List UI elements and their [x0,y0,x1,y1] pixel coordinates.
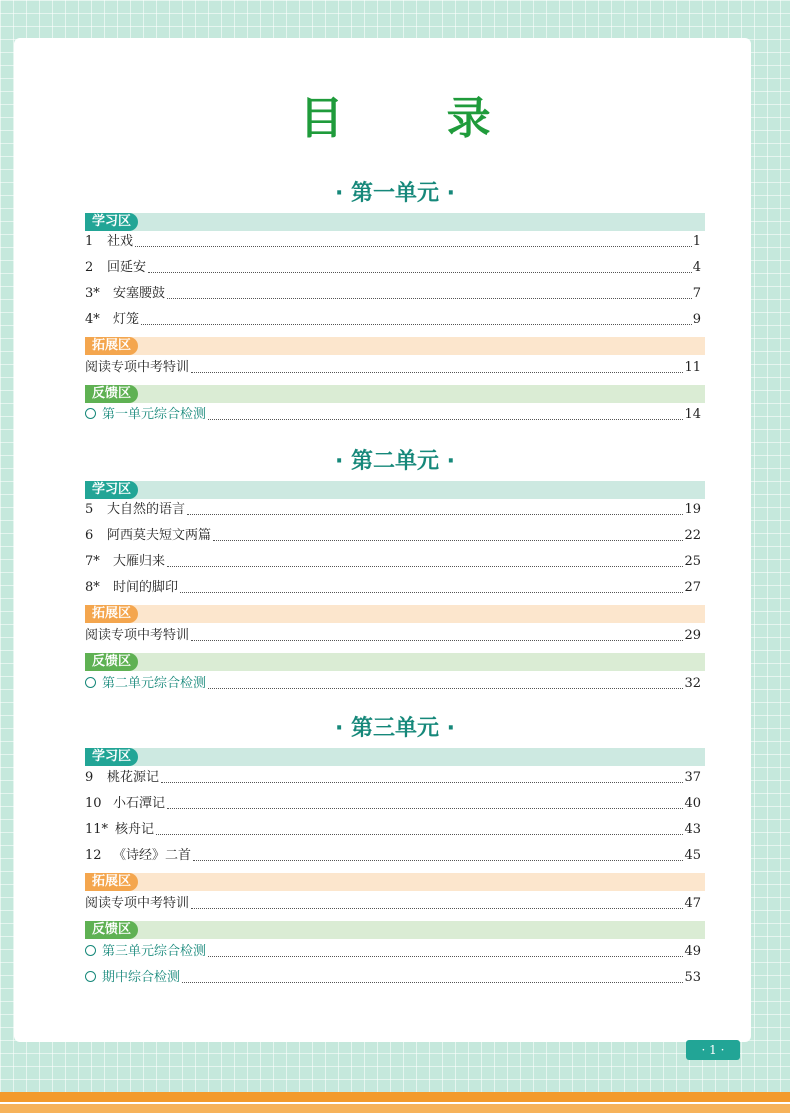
page-title: 目 录 [299,93,535,144]
entry-page-number: 9 [692,312,701,327]
entry-page-number: 45 [684,848,701,863]
entry-page-number: 11 [684,360,701,375]
entry-page-number: 27 [684,580,701,595]
entry-title: 安塞腰鼓 [113,286,166,301]
circle-icon [85,945,96,956]
entry-title-text: 第三单元综合检测 [102,944,207,959]
toc-entry[interactable] [85,578,701,598]
dot-leader [141,323,692,325]
entry-title: 桃花源记 [107,770,160,785]
test-entry[interactable] [85,405,701,425]
entry-title: 社戏 [107,234,134,249]
entry-page-number: 40 [684,796,701,811]
feedback-zone-bar-label: 反馈区 [85,385,138,403]
entry-page-number: 29 [684,628,701,643]
toc-entry[interactable] [85,358,701,378]
circle-icon [85,971,96,982]
entry-number: 4* [85,312,100,327]
test-entry[interactable] [85,674,701,694]
entry-title: 灯笼 [113,312,140,327]
test-entry[interactable] [85,942,701,962]
unit-heading: · 第一单元 · [334,181,456,206]
toc-entry[interactable] [85,500,701,520]
entry-page-number: 37 [684,770,701,785]
unit-heading: · 第三单元 · [334,716,456,741]
study-zone-bar-label: 学习区 [85,481,138,499]
feedback-zone-bar [85,921,705,939]
entry-title: 核舟记 [115,822,155,837]
toc-entry[interactable] [85,232,701,252]
entry-title [85,405,206,425]
toc-entry[interactable] [85,846,701,866]
circle-icon [85,408,96,419]
dot-leader [167,807,683,809]
entry-page-number: 49 [684,944,701,959]
entry-number: 12 [85,848,102,863]
entry-page-number: 7 [692,286,701,301]
toc-entry[interactable] [85,626,701,646]
entry-page-number: 22 [684,528,701,543]
circle-icon [85,677,96,688]
entry-page-number: 25 [684,554,701,569]
dot-leader [208,418,683,420]
toc-entry[interactable] [85,820,701,840]
entry-number: 9 [85,770,94,785]
entry-title: 回延安 [107,260,147,275]
dot-leader [191,371,683,373]
study-zone-bar-label: 学习区 [85,748,138,766]
unit-heading: · 第二单元 · [334,449,456,474]
entry-page-number: 19 [684,502,701,517]
study-zone-bar-label: 学习区 [85,213,138,231]
extend-zone-bar-label: 拓展区 [85,873,138,891]
entry-title: 《诗经》二首 [113,848,192,863]
extend-zone-bar [85,337,705,355]
toc-entry[interactable] [85,768,701,788]
entry-number: 11* [85,822,109,837]
dot-leader [135,245,692,247]
entry-title: 阅读专项中考特训 [85,360,190,375]
toc-entry[interactable] [85,794,701,814]
toc-entry[interactable] [85,310,701,330]
entry-number: 5 [85,502,94,517]
entry-page-number: 43 [684,822,701,837]
entry-title: 阅读专项中考特训 [85,628,190,643]
study-zone-bar [85,481,705,499]
entry-page-number: 14 [684,407,701,422]
toc-entry[interactable] [85,258,701,278]
study-zone-bar [85,213,705,231]
toc-entry[interactable] [85,284,701,304]
dot-leader [180,591,683,593]
extend-zone-bar [85,605,705,623]
toc-entry[interactable] [85,552,701,572]
entry-page-number: 1 [692,234,701,249]
feedback-zone-bar [85,385,705,403]
extend-zone-bar-label: 拓展区 [85,337,138,355]
entry-title-text: 第一单元综合检测 [102,407,207,422]
entry-number: 1 [85,234,94,249]
entry-page-number: 32 [684,676,701,691]
dot-leader [193,859,683,861]
entry-number: 7* [85,554,100,569]
dot-leader [167,297,692,299]
dot-leader [191,907,683,909]
dot-leader [167,565,683,567]
entry-number: 6 [85,528,94,543]
entry-title: 大自然的语言 [107,502,186,517]
dot-leader [148,271,692,273]
entry-title [85,942,206,962]
entry-title [85,968,180,988]
entry-title-text: 期中综合检测 [102,970,181,985]
page-number-badge: · 1 · [686,1040,740,1060]
study-zone-bar [85,748,705,766]
dot-leader [213,539,683,541]
entry-title [85,674,206,694]
toc-entry[interactable] [85,526,701,546]
test-entry[interactable] [85,968,701,988]
dot-leader [182,981,683,983]
entry-page-number: 47 [684,896,701,911]
bottom-stripe-lower [0,1104,790,1113]
entry-title: 大雁归来 [113,554,166,569]
dot-leader [208,955,683,957]
dot-leader [161,781,683,783]
entry-title: 时间的脚印 [113,580,179,595]
entry-number: 3* [85,286,100,301]
entry-title: 小石潭记 [113,796,166,811]
dot-leader [156,833,683,835]
toc-entry[interactable] [85,894,701,914]
dot-leader [208,687,683,689]
entry-page-number: 53 [684,970,701,985]
entry-page-number: 4 [692,260,701,275]
extend-zone-bar-label: 拓展区 [85,605,138,623]
entry-title: 阅读专项中考特训 [85,896,190,911]
entry-number: 10 [85,796,102,811]
extend-zone-bar [85,873,705,891]
dot-leader [187,513,683,515]
feedback-zone-bar-label: 反馈区 [85,653,138,671]
dot-leader [191,639,683,641]
feedback-zone-bar-label: 反馈区 [85,921,138,939]
entry-number: 8* [85,580,100,595]
entry-number: 2 [85,260,94,275]
bottom-stripe [0,1092,790,1102]
entry-title-text: 第二单元综合检测 [102,676,207,691]
entry-title: 阿西莫夫短文两篇 [107,528,212,543]
feedback-zone-bar [85,653,705,671]
